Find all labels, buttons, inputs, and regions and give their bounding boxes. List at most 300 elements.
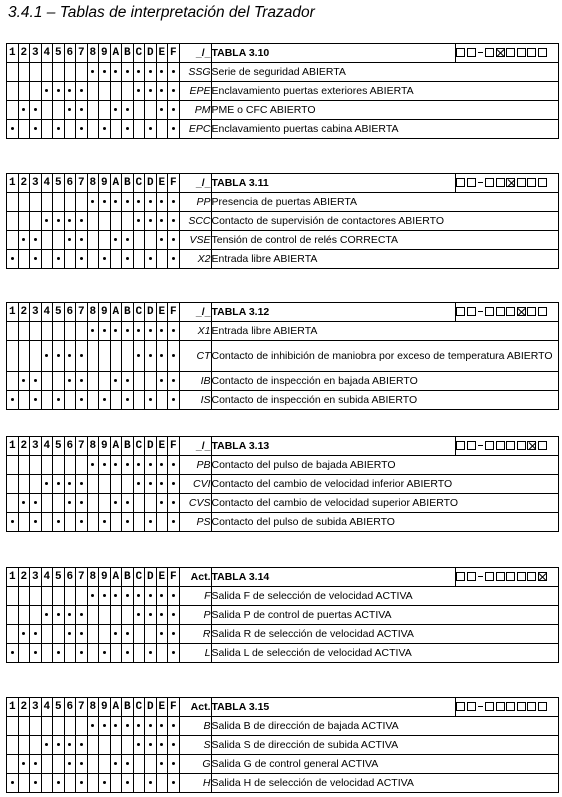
bit-cell xyxy=(41,644,53,663)
bit-cell xyxy=(53,494,65,513)
bit-cell xyxy=(122,513,134,532)
bit-cell xyxy=(76,774,88,793)
bit-dot xyxy=(137,354,140,357)
row-mark: IS xyxy=(179,391,211,410)
bit-cell xyxy=(76,101,88,120)
bit-cell xyxy=(156,736,168,755)
bit-cell xyxy=(41,391,53,410)
bit-header: B xyxy=(122,568,134,587)
bit-cell xyxy=(110,120,122,139)
bit-cell xyxy=(168,82,180,101)
row-description: PME o CFC ABIERTO xyxy=(211,101,559,120)
bit-cell xyxy=(7,120,19,139)
bit-dot xyxy=(160,482,163,485)
bit-header: A xyxy=(110,698,122,717)
bit-cell xyxy=(122,494,134,513)
bit-cell xyxy=(133,322,145,341)
bit-dot xyxy=(160,762,163,765)
bit-dot xyxy=(137,594,140,597)
code-dash xyxy=(478,576,483,577)
bit-cell xyxy=(133,513,145,532)
table-code-boxes xyxy=(456,303,559,322)
bit-cell xyxy=(41,250,53,269)
bit-cell xyxy=(122,322,134,341)
bit-cell xyxy=(53,774,65,793)
bit-header: D xyxy=(145,437,157,456)
bit-cell xyxy=(87,341,99,372)
code-box xyxy=(456,307,465,316)
bit-cell xyxy=(18,231,30,250)
bit-dot xyxy=(149,257,152,260)
table-row xyxy=(7,513,559,532)
bit-cell xyxy=(53,736,65,755)
bit-cell xyxy=(99,250,111,269)
bit-dot xyxy=(80,238,83,241)
row-mark: SCC xyxy=(179,212,211,231)
table-title: TABLA 3.13 xyxy=(211,437,456,456)
code-box xyxy=(527,702,536,711)
bit-cell xyxy=(7,587,19,606)
table-row xyxy=(7,736,559,755)
bit-header: 1 xyxy=(7,303,19,322)
bit-dot xyxy=(172,200,175,203)
bit-cell xyxy=(41,475,53,494)
bit-cell xyxy=(145,372,157,391)
row-description: Contacto del cambio de velocidad superior ABIERTO xyxy=(211,494,559,513)
mark-column-header: Act. xyxy=(179,568,211,587)
bit-cell xyxy=(99,456,111,475)
bit-dot xyxy=(126,200,129,203)
bit-cell xyxy=(145,341,157,372)
bit-cell xyxy=(156,475,168,494)
bit-cell xyxy=(99,774,111,793)
code-box xyxy=(538,178,547,187)
bit-dot xyxy=(68,354,71,357)
bit-cell xyxy=(87,736,99,755)
bit-cell xyxy=(133,250,145,269)
bit-header: 4 xyxy=(41,568,53,587)
bit-dot xyxy=(160,219,163,222)
bit-cell xyxy=(145,82,157,101)
bit-cell xyxy=(41,625,53,644)
row-mark: VSE xyxy=(179,231,211,250)
bit-cell xyxy=(18,736,30,755)
bit-cell xyxy=(64,231,76,250)
bit-cell xyxy=(76,372,88,391)
interpretation-table xyxy=(6,173,559,269)
bit-header: 3 xyxy=(30,44,42,63)
bit-cell xyxy=(122,120,134,139)
bit-dot xyxy=(137,219,140,222)
bit-cell xyxy=(30,322,42,341)
bit-dot xyxy=(34,762,37,765)
row-description: Entrada libre ABIERTA xyxy=(211,250,559,269)
bit-cell xyxy=(145,736,157,755)
row-description: Entrada libre ABIERTA xyxy=(211,322,559,341)
bit-cell xyxy=(122,606,134,625)
bit-cell xyxy=(64,456,76,475)
bit-cell xyxy=(76,625,88,644)
bit-cell xyxy=(18,513,30,532)
bit-cell xyxy=(99,475,111,494)
bit-cell xyxy=(87,250,99,269)
bit-cell xyxy=(41,63,53,82)
bit-cell xyxy=(168,372,180,391)
bit-dot xyxy=(11,257,14,260)
code-box xyxy=(506,702,515,711)
bit-cell xyxy=(87,391,99,410)
bit-header: A xyxy=(110,568,122,587)
bit-header: E xyxy=(156,698,168,717)
bit-cell xyxy=(99,513,111,532)
bit-dot xyxy=(34,651,37,654)
code-box xyxy=(506,48,515,57)
bit-cell xyxy=(110,774,122,793)
bit-header: C xyxy=(133,568,145,587)
bit-header: 9 xyxy=(99,437,111,456)
bit-cell xyxy=(168,494,180,513)
code-box xyxy=(517,702,526,711)
table-title: TABLA 3.10 xyxy=(211,44,456,63)
row-mark: L xyxy=(179,644,211,663)
bit-dot xyxy=(57,613,60,616)
bit-header: 6 xyxy=(64,44,76,63)
table-title: TABLA 3.15 xyxy=(211,698,456,717)
bit-header: 2 xyxy=(18,44,30,63)
bit-cell xyxy=(18,322,30,341)
bit-dot xyxy=(160,724,163,727)
bit-header: E xyxy=(156,303,168,322)
bit-cell xyxy=(156,606,168,625)
bit-dot xyxy=(172,257,175,260)
bit-dot xyxy=(103,594,106,597)
bit-cell xyxy=(7,372,19,391)
bit-cell xyxy=(18,475,30,494)
bit-dot xyxy=(149,781,152,784)
bit-cell xyxy=(145,63,157,82)
table-row xyxy=(7,391,559,410)
bit-dot xyxy=(172,520,175,523)
bit-dot xyxy=(22,238,25,241)
bit-dot xyxy=(126,398,129,401)
bit-header: 9 xyxy=(99,303,111,322)
bit-header: E xyxy=(156,568,168,587)
bit-cell xyxy=(53,212,65,231)
bit-cell xyxy=(156,774,168,793)
bit-cell xyxy=(18,63,30,82)
bit-cell xyxy=(53,193,65,212)
bit-dot xyxy=(160,354,163,357)
bit-header: 5 xyxy=(53,698,65,717)
bit-cell xyxy=(156,755,168,774)
bit-header: 3 xyxy=(30,303,42,322)
bit-header: E xyxy=(156,44,168,63)
bit-cell xyxy=(122,231,134,250)
bit-dot xyxy=(57,127,60,130)
table-code-boxes xyxy=(456,174,559,193)
bit-dot xyxy=(114,200,117,203)
bit-cell xyxy=(64,736,76,755)
bit-cell xyxy=(76,82,88,101)
interpretation-table xyxy=(6,302,559,410)
bit-dot xyxy=(126,108,129,111)
bit-cell xyxy=(99,644,111,663)
bit-cell xyxy=(18,101,30,120)
bit-header: F xyxy=(168,303,180,322)
bit-cell xyxy=(7,391,19,410)
bit-dot xyxy=(80,108,83,111)
table-row xyxy=(7,587,559,606)
code-box xyxy=(485,307,494,316)
bit-dot xyxy=(149,482,152,485)
bit-dot xyxy=(34,398,37,401)
bit-header: A xyxy=(110,303,122,322)
code-box xyxy=(506,441,515,450)
bit-dot xyxy=(160,200,163,203)
bit-cell xyxy=(168,625,180,644)
bit-cell xyxy=(30,120,42,139)
bit-dot xyxy=(149,724,152,727)
bit-cell xyxy=(145,475,157,494)
bit-cell xyxy=(122,736,134,755)
bit-cell xyxy=(41,494,53,513)
bit-header: 1 xyxy=(7,698,19,717)
bit-cell xyxy=(30,513,42,532)
code-box xyxy=(527,48,536,57)
bit-cell xyxy=(87,212,99,231)
bit-cell xyxy=(145,101,157,120)
bit-cell xyxy=(53,82,65,101)
row-description: Salida L de selección de velocidad ACTIVA xyxy=(211,644,559,663)
bit-cell xyxy=(99,212,111,231)
bit-cell xyxy=(168,774,180,793)
bit-dot xyxy=(149,463,152,466)
bit-cell xyxy=(64,63,76,82)
bit-cell xyxy=(168,193,180,212)
code-box xyxy=(538,48,547,57)
bit-dot xyxy=(68,613,71,616)
bit-cell xyxy=(110,63,122,82)
bit-cell xyxy=(76,513,88,532)
code-box xyxy=(467,441,476,450)
bit-cell xyxy=(30,755,42,774)
bit-header: 7 xyxy=(76,44,88,63)
bit-cell xyxy=(110,372,122,391)
bit-cell xyxy=(156,587,168,606)
bit-header: 8 xyxy=(87,303,99,322)
bit-header: 2 xyxy=(18,437,30,456)
bit-dot xyxy=(114,70,117,73)
bit-cell xyxy=(30,372,42,391)
bit-cell xyxy=(133,755,145,774)
bit-cell xyxy=(133,717,145,736)
bit-cell xyxy=(87,606,99,625)
bit-cell xyxy=(168,341,180,372)
bit-dot xyxy=(103,463,106,466)
row-mark: PS xyxy=(179,513,211,532)
bit-cell xyxy=(87,774,99,793)
table-row xyxy=(7,475,559,494)
bit-cell xyxy=(64,212,76,231)
bit-cell xyxy=(145,606,157,625)
bit-cell xyxy=(110,193,122,212)
bit-cell xyxy=(110,494,122,513)
interpretation-table xyxy=(6,436,559,532)
bit-cell xyxy=(99,755,111,774)
bit-dot xyxy=(137,89,140,92)
bit-cell xyxy=(145,587,157,606)
bit-dot xyxy=(149,219,152,222)
bit-dot xyxy=(22,762,25,765)
bit-cell xyxy=(156,101,168,120)
bit-cell xyxy=(168,644,180,663)
bit-cell xyxy=(99,82,111,101)
bit-cell xyxy=(168,475,180,494)
bit-cell xyxy=(7,193,19,212)
bit-cell xyxy=(99,494,111,513)
bit-header: 3 xyxy=(30,698,42,717)
bit-dot xyxy=(68,238,71,241)
bit-dot xyxy=(172,329,175,332)
bit-header: 1 xyxy=(7,437,19,456)
row-description: Salida H de selección de velocidad ACTIVA xyxy=(211,774,559,793)
bit-cell xyxy=(53,644,65,663)
table-row xyxy=(7,644,559,663)
row-description: Contacto del pulso de subida ABIERTO xyxy=(211,513,559,532)
bit-cell xyxy=(110,341,122,372)
bit-cell xyxy=(87,717,99,736)
bit-cell xyxy=(76,587,88,606)
bit-dot xyxy=(137,463,140,466)
row-mark: X2 xyxy=(179,250,211,269)
bit-dot xyxy=(68,89,71,92)
bit-cell xyxy=(18,494,30,513)
bit-dot xyxy=(114,594,117,597)
bit-dot xyxy=(149,613,152,616)
bit-header: 4 xyxy=(41,698,53,717)
bit-cell xyxy=(18,341,30,372)
bit-cell xyxy=(122,391,134,410)
bit-header: F xyxy=(168,44,180,63)
bit-dot xyxy=(160,613,163,616)
bit-cell xyxy=(76,322,88,341)
bit-dot xyxy=(172,219,175,222)
bit-dot xyxy=(22,379,25,382)
row-description: Enclavamiento puertas exteriores ABIERTA xyxy=(211,82,559,101)
table-header-row xyxy=(7,437,559,456)
bit-dot xyxy=(114,632,117,635)
bit-cell xyxy=(87,494,99,513)
bit-dot xyxy=(114,463,117,466)
bit-header: 9 xyxy=(99,174,111,193)
code-box xyxy=(496,178,505,187)
bit-header: B xyxy=(122,698,134,717)
bit-cell xyxy=(145,774,157,793)
bit-cell xyxy=(110,391,122,410)
table-header-row xyxy=(7,174,559,193)
bit-dot xyxy=(137,613,140,616)
bit-header: 2 xyxy=(18,568,30,587)
bit-dot xyxy=(91,200,94,203)
bit-dot xyxy=(172,743,175,746)
bit-cell xyxy=(156,120,168,139)
bit-cell xyxy=(122,587,134,606)
bit-cell xyxy=(7,625,19,644)
table-header-row xyxy=(7,303,559,322)
bit-cell xyxy=(99,587,111,606)
bit-cell xyxy=(7,231,19,250)
bit-dot xyxy=(103,724,106,727)
bit-cell xyxy=(156,231,168,250)
bit-cell xyxy=(110,717,122,736)
bit-dot xyxy=(137,724,140,727)
bit-cell xyxy=(7,606,19,625)
bit-cell xyxy=(30,212,42,231)
bit-cell xyxy=(122,212,134,231)
bit-dot xyxy=(137,743,140,746)
bit-cell xyxy=(76,644,88,663)
bit-cell xyxy=(30,587,42,606)
table-code-boxes xyxy=(456,698,559,717)
bit-header: 5 xyxy=(53,303,65,322)
bit-cell xyxy=(18,774,30,793)
bit-dot xyxy=(68,743,71,746)
bit-header: 6 xyxy=(64,174,76,193)
code-box xyxy=(527,178,536,187)
bit-dot xyxy=(22,632,25,635)
bit-cell xyxy=(133,494,145,513)
row-description: Salida F de selección de velocidad ACTIVA xyxy=(211,587,559,606)
bit-cell xyxy=(168,63,180,82)
row-mark: B xyxy=(179,717,211,736)
bit-cell xyxy=(41,82,53,101)
bit-dot xyxy=(80,127,83,130)
bit-dot xyxy=(34,127,37,130)
bit-cell xyxy=(53,717,65,736)
bit-cell xyxy=(53,341,65,372)
bit-dot xyxy=(11,651,14,654)
bit-cell xyxy=(53,391,65,410)
row-mark: F xyxy=(179,587,211,606)
bit-dot xyxy=(80,257,83,260)
bit-cell xyxy=(76,250,88,269)
code-box xyxy=(485,702,494,711)
bit-cell xyxy=(133,587,145,606)
bit-header: 2 xyxy=(18,174,30,193)
bit-cell xyxy=(110,475,122,494)
bit-cell xyxy=(145,391,157,410)
bit-cell xyxy=(99,63,111,82)
bit-cell xyxy=(76,475,88,494)
bit-dot xyxy=(34,520,37,523)
bit-dot xyxy=(126,724,129,727)
code-box xyxy=(485,441,494,450)
bit-dot xyxy=(80,482,83,485)
bit-cell xyxy=(53,120,65,139)
code-box-marked xyxy=(517,307,526,316)
bit-cell xyxy=(53,587,65,606)
bit-dot xyxy=(80,781,83,784)
bit-dot xyxy=(126,257,129,260)
bit-cell xyxy=(156,63,168,82)
code-box xyxy=(506,572,515,581)
bit-dot xyxy=(57,743,60,746)
bit-cell xyxy=(133,341,145,372)
bit-dot xyxy=(149,398,152,401)
code-box xyxy=(485,48,494,57)
bit-cell xyxy=(53,322,65,341)
bit-cell xyxy=(110,231,122,250)
